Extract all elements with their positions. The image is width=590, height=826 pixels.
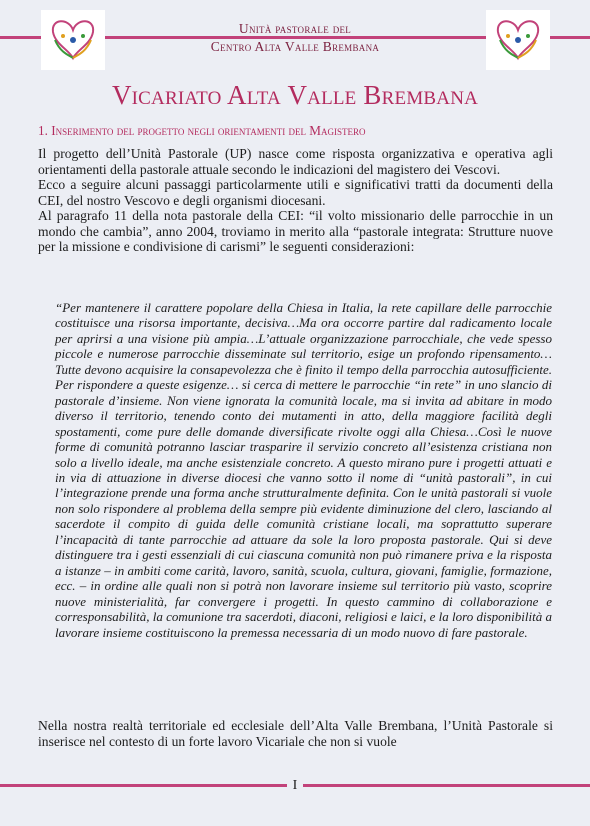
page-number-label: I [287,778,304,793]
unit-title [0,20,590,56]
paragraph: Il progetto dell’Unità Pastorale (UP) nasce come risposta organizzativa e operativa agli orientamenti della pastorale attuale secondo le indicazioni del magistero dei Vescovi. [38,146,553,177]
unit-title-line1: Unità pastorale del [238,21,352,36]
intro-text [38,146,553,255]
section-heading: 1. Inserimento del progetto negli orientamenti del Magistero [38,123,366,138]
unit-title-line2: Centro Alta Valle Brembana [210,39,380,54]
page-title: Vicariato Alta Valle Brembana [111,80,479,110]
cei-quote: “Per mantenere il carattere popolare della Chiesa in Italia, la rete capillare delle parrocchie costituisce una risorsa importante, decisiva…Ma ora occorre partire dal radicamento locale per aprirsi a una visione più ampia…L’attuale organizzazione parrocchiale, che vede spesso piccole e numerose parrocchie disseminate sul territorio, esige un profondo ripensamento…Tutte devono acquisire la consapevolezza che è finito il tempo della parrocchia autosufficiente. Per rispondere a queste esigenze… si cerca di mettere le parrocchie “in rete” in uno slancio di pastorale d’insieme. Non viene ignorata la comunità locale, ma si invita ad abitare in modo diverso il territorio, tenendo conto dei mutamenti in atto, della maggiore facilità degli spostamenti, come pure delle domande diversificate rivolte oggi alla Chiesa…Così le nuove forme di comunità potranno lasciar trasparire il servizio concreto all’esistenza cristiana non solo a livello ideale, ma anche esistenziale concreto. A questo mirano pure i progetti attuati e in via di attuazione in diverse diocesi che vanno sotto il nome di “unità pastorali”, in cui l’integrazione prende una forma anche strutturalmente definita. Con le unità pastorali si vuole non solo rispondere al problema della sempre più evidente diminuzione del clero, lasciando al sacerdote il compito di guida delle comunità cristiane locali, ma soprattutto superare l’incapacità di tante parrocchie ad attuare da sole la loro proposta pastorale. Qui si deve distinguere tra i gesti essenziali di cui ciascuna comunità non può rimanere priva e la risposta a istanze – in ambiti come carità, lavoro, sanità, scuola, cultura, giovani, famiglie, formazione, ecc. – in ordine alle quali non si potrà non lavorare insieme sul territorio più vasto, scoprire nuove ministerialità, far convergere i progetti. In questo cammino di collaborazione e corresponsabilità, la comunione tra sacerdoti, diaconi, religiosi e laici, e la loro disponibilità a lavorare insieme costituiscono la premessa necessaria di un modo nuovo di fare pastorale. [55,300,552,640]
closing-paragraph: Nella nostra realtà territoriale ed ecclesiale dell’Alta Valle Brembana, l’Unità Pastorale si inserisce nel contesto di un forte lavoro Vicariale che non si vuole [38,718,553,749]
page-number [0,778,590,794]
paragraph: Ecco a seguire alcuni passaggi particolarmente utili e significativi tratti da documenti della CEI, del nostro Vescovo e degli organismi diocesani. [38,177,553,208]
paragraph: Al paragrafo 11 della nota pastorale della CEI: “il volto missionario delle parrocchie in un mondo che cambia”, anno 2004, troviamo in merito alla “pastorale integrata: Strutture nuove per la missione e condivisione di carismi” le seguenti considerazioni: [38,208,553,255]
